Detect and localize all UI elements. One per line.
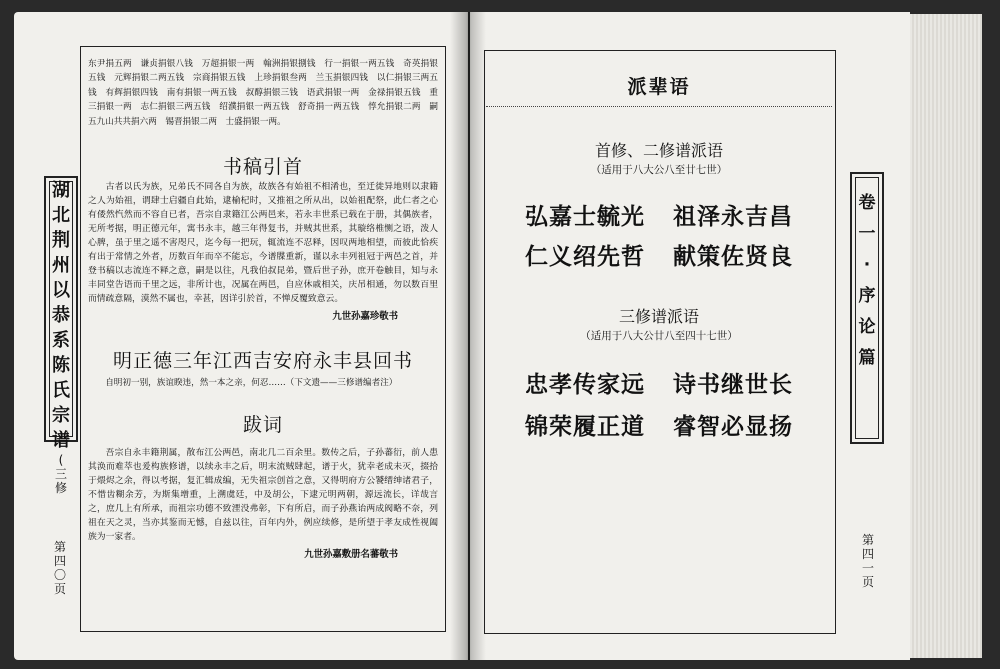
generation-phrase: 仁义绍先哲 [525, 244, 645, 270]
side-label-char: 湖 [52, 180, 70, 201]
side-label-char: 篇 [858, 348, 876, 368]
side-label-char: 宗 [52, 405, 70, 426]
side-label-char: 修 [54, 481, 67, 495]
side-label-char: 谱 [52, 430, 70, 451]
right-page-number [858, 533, 878, 589]
page-number-char: 四 [53, 554, 66, 568]
generation-line [484, 408, 834, 441]
left-page-number [50, 540, 70, 596]
section-body-manuscript-preface: 古者以氏为族，兄弟氏不同各自为族，故族各有始祖不相淆也，至迁徙异地则以隶籍之人为始祖，谓肆士启疆自此始，逮榆杞时，又推祖之所从出，以始祖配祭，此仁者之心有倭然忾然而不容自已者，吾宗自隶籍江公两邑来，若永丰世系已载在于册，其偶族者，无所考据，明正德元年，寓书永丰，越三年得复书，并贼其世系，其璇络椎恻之语，泼人心脾，虽于里之遥不害咫尺，迄今每一把玩，辄流连不忍释，因叹两地相望，而彼此恰疾有出于常情之外者，历数百年而卒不能忘，今谱牒重新，谨以永丰列祖冠于两邑之首，并登书稿以志流连不释之意，嗣是以往，凡我伯叔昆弟，暨后世子孙，庶开卷触目，知与永丰同堂告语而千里之远，非所计也，况属在两邑，自应休戚相关，庆吊相通，勿以数百里而情疏意隔，漠然不属也，幸甚，因详引於首，不惮反覆致意云。 [88, 182, 438, 304]
side-label-char: 氏 [52, 380, 70, 401]
side-label-char: 序 [858, 286, 876, 306]
first-revision-heading: 首修、二修谱派语 [594, 141, 723, 160]
generation-phrase: 诗书继世长 [673, 372, 793, 398]
section-title-reply-letter: 明正德三年江西吉安府永丰县回书 [112, 350, 413, 372]
side-label-char: 荆 [52, 230, 70, 251]
side-label-char: 一 [858, 224, 876, 244]
side-label-char: 陈 [52, 355, 70, 376]
side-label-char: 三 [54, 467, 67, 481]
section-title-postscript: 跋词 [242, 414, 283, 436]
left-side-label [44, 176, 78, 495]
dotted-divider [486, 106, 832, 107]
page-number-char: 一 [861, 561, 874, 575]
generation-phrase: 献策佐贤良 [673, 244, 793, 270]
page-edges [910, 14, 982, 658]
generation-phrase: 睿智必显扬 [673, 414, 793, 440]
donor-list: 东尹捐五两 谦贞捐银八钱 万超捐银一两 翰洲捐银捌钱 行一捐银一两五钱 奇英捐银五钱 元辉捐银二两五钱 宗商捐银五钱 上珍捐银叁两 兰玉捐银四钱 以仁捐银三两五钱 有辉捐银四钱 南有捐银一两五钱 叔醇捐银三钱 语武捐银一两 金禄捐银五钱 重三捐银一两 志仁捐银三两五钱 绍濮捐银一两五钱 舒奇捐一两五钱 惇允捐银二两 嗣五九山共共捐六两 锡晋捐银二两 士盛捐银一两。 [88, 59, 438, 127]
page-number-char: 四 [861, 547, 874, 561]
generation-line [484, 366, 834, 399]
side-label-char: · [863, 255, 871, 275]
generation-line [484, 198, 834, 231]
third-revision-heading: 三修谱派语 [618, 307, 699, 326]
section-body-reply-letter: 自明初一别，族谊睽违，然一本之亲，何忍……（下文遗——三修谱编者注） [105, 378, 398, 388]
side-label-char: 北 [52, 205, 70, 226]
book-spine [450, 12, 486, 660]
side-label-char: 卷 [858, 193, 876, 213]
section-title-manuscript-preface: 书稿引首 [222, 156, 303, 178]
side-label-char: 以 [52, 280, 70, 301]
side-label-char: ( [58, 453, 64, 467]
left-text-frame [80, 46, 446, 632]
generation-names-title: 派辈语 [627, 76, 691, 98]
page-number-char: 第 [861, 533, 874, 547]
generation-phrase: 祖泽永吉昌 [673, 204, 793, 230]
generation-phrase: 忠孝传家远 [525, 372, 645, 398]
generation-line [484, 238, 834, 271]
page-number-char: 〇 [53, 568, 66, 582]
right-side-label [850, 172, 884, 444]
side-label-char: 系 [52, 330, 70, 351]
page-number-char: 第 [53, 540, 66, 554]
generation-phrase: 锦荣履正道 [525, 414, 645, 440]
first-revision-note: （适用于八大公八至廿七世） [590, 164, 728, 176]
third-revision-note: （适用于八大公廿八至四十七世） [580, 330, 738, 342]
side-label-char: 论 [858, 317, 876, 337]
generation-phrase: 弘嘉士毓光 [525, 204, 645, 230]
page-number-char: 页 [861, 575, 874, 589]
signature-postscript: 九世孙嘉敷册名蕃敬书 [304, 549, 398, 560]
page-number-char: 页 [53, 582, 66, 596]
signature-manuscript-preface: 九世孙嘉珍敬书 [332, 311, 398, 322]
side-label-char: 恭 [52, 305, 70, 326]
section-body-postscript: 吾宗自永丰籍荆属，散布江公两邑，南北几二百余里。数传之后，子孙蕃衍，前人患其涣而难萃也爰构族修谱，以续永丰之后，明末流贼肆起，谱于火，犹幸老成未灭，掇拾于煨烬之余，得以考据，复汇辑成编，无失祖宗创首之意，又得明府方公饕缙绅诸君子，不惜齿糊余芳，为斯集增重，上溯虞廷，中及胡公，下逮元明两朝，源远流长，详哉言之，庶几上有所承，而祖宗功德不致湮没弗彰，下有所启，而子孙燕诒两成阀略不奈，列祖在天之灵，当亦其鉴而无憾，自兹以往，百年内外，例应续修，是所望于孝友成性视阖族为一家者。 [88, 448, 438, 542]
side-label-char: 州 [52, 255, 70, 276]
